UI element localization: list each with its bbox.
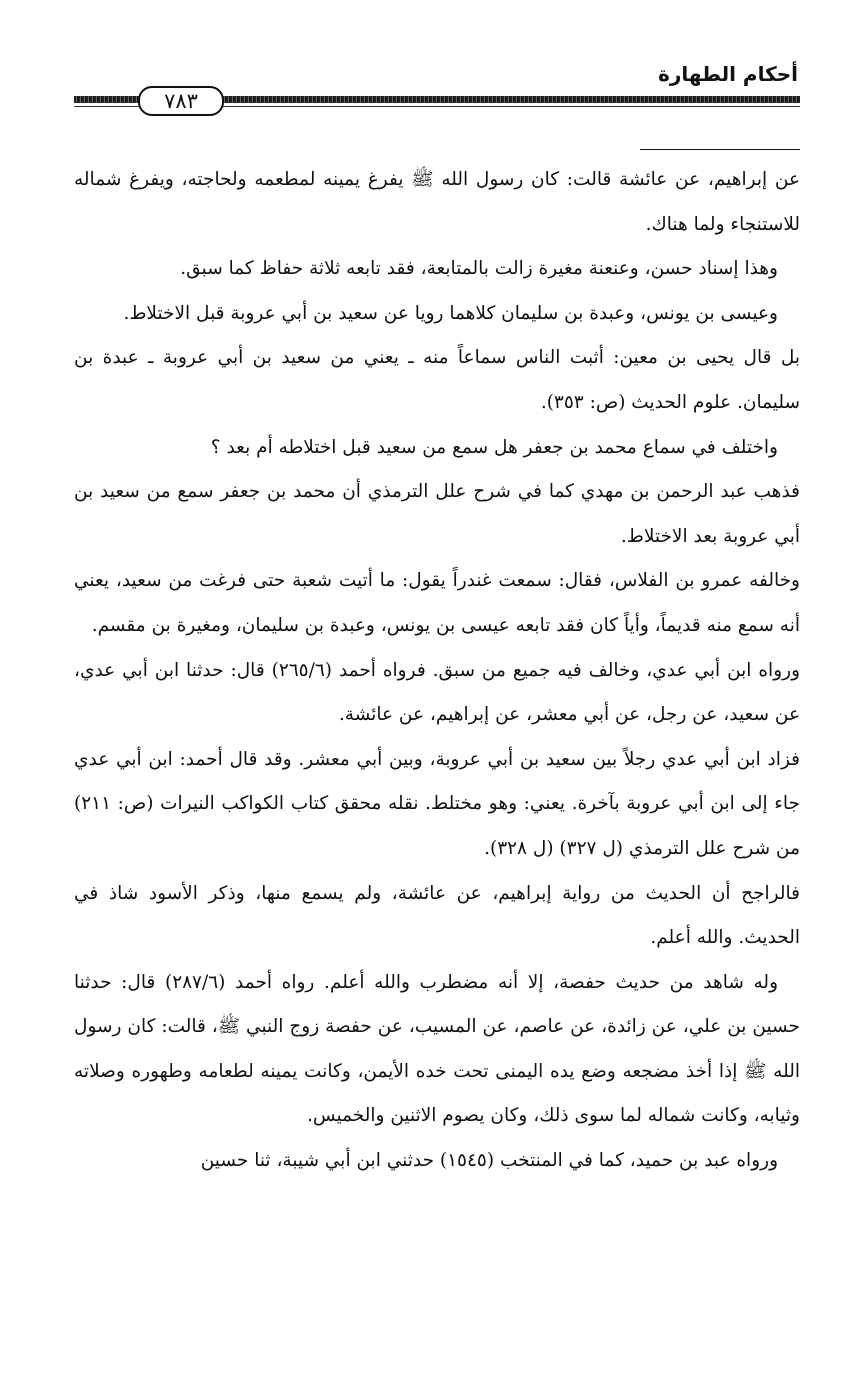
body-text — [74, 158, 800, 1184]
paragraph: وله شاهد من حديث حفصة، إلا أنه مضطرب والله أعلم. رواه أحمد (٢٨٧/٦) قال: حدثنا حسين بن علي، عن زائدة، عن عاصم، عن المسيب، عن حفصة زوج النبي ﷺ، قالت: كان رسول الله ﷺ إذا أخذ مضجعه وضع يده اليمنى تحت خده الأيمن، وكانت يمينه لطعامه وطهوره وصلاته وثيابه، وكانت شماله لما سوى ذلك، وكان يصوم الاثنين والخميس. — [74, 971, 800, 1127]
footnote-separator — [640, 149, 800, 150]
paragraph: ورواه ابن أبي عدي، وخالف فيه جميع من سبق. فرواه أحمد (٢٦٥/٦) قال: حدثنا ابن أبي عدي، عن سعيد، عن رجل، عن أبي معشر، عن إبراهيم، عن عائشة. — [74, 659, 801, 726]
paragraph: ورواه عبد بن حميد، كما في المنتخب (١٥٤٥) حدثني ابن أبي شيبة، ثنا حسين — [200, 1150, 778, 1172]
page-number: ٧٨٣ — [138, 86, 224, 116]
book-title: أحكام الطهارة — [658, 62, 798, 86]
paragraph: فذهب عبد الرحمن بن مهدي كما في شرح علل الترمذي أن محمد بن جعفر سمع من سعيد بن أبي عروبة بعد الاختلاط. — [74, 481, 800, 547]
paragraph: واختلف في سماع محمد بن جعفر هل سمع من سعيد قبل اختلاطه أم بعد ؟ — [210, 436, 778, 458]
paragraph: وهذا إسناد حسن، وعنعنة مغيرة زالت بالمتابعة، فقد تابعه ثلاثة حفاظ كما سبق. — [180, 258, 778, 280]
page-header — [74, 52, 800, 126]
paragraph: فزاد ابن أبي عدي رجلاً بين سعيد بن أبي عروبة، وبين أبي معشر. وقد قال أحمد: ابن أبي عدي جاء إلى ابن أبي عروبة بآخرة. يعني: وهو مختلط. نقله محقق كتاب الكواكب النيرات (ص: ٢١١) من شرح علل الترمذي (ل ٣٢٧) (ل ٣٢٨). — [74, 748, 800, 859]
paragraph: فالراجح أن الحديث من رواية إبراهيم، عن عائشة، ولم يسمع منها، وذكر الأسود شاذ في الحديث. والله أعلم. — [74, 882, 800, 949]
paragraph: عن إبراهيم، عن عائشة قالت: كان رسول الله ﷺ يفرغ يمينه لمطعمه ولحاجته، ويفرغ شماله للاستنجاء ولما هناك. — [74, 169, 800, 235]
paragraph: وخالفه عمرو بن الفلاس، فقال: سمعت غندراً يقول: ما أتيت شعبة حتى فرغت من سعيد، يعني أنه سمع منه قديماً، وأياً كان فقد تابعه عيسى بن يونس، وعبدة بن سليمان، ومغيرة بن مقسم. — [74, 570, 800, 636]
paragraph: وعيسى بن يونس، وعبدة بن سليمان كلاهما رويا عن سعيد بن أبي عروبة قبل الاختلاط. — [123, 302, 778, 324]
paragraph: بل قال يحيى بن معين: أثبت الناس سماعاً منه ـ يعني من سعيد بن أبي عروبة ـ عبدة بن سليمان. علوم الحديث (ص: ٣٥٣). — [74, 347, 800, 413]
